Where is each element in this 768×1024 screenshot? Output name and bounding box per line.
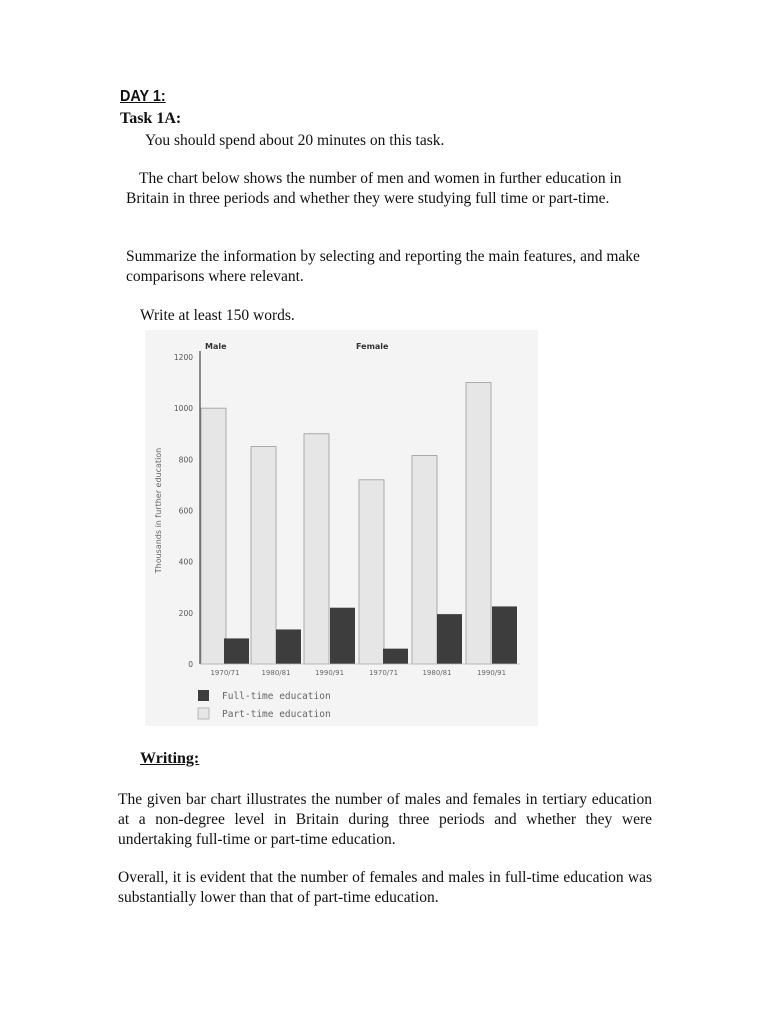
x-tick-label: 1980/81 (261, 669, 291, 677)
bar-part-time (359, 480, 384, 664)
group-label: Male (205, 342, 227, 351)
y-axis-title: Thousands in further education (154, 447, 163, 574)
bar-full-time (330, 608, 355, 664)
time-instruction: You should spend about 20 minutes on this task. (145, 132, 445, 149)
bar-part-time (466, 383, 491, 664)
bar-full-time (437, 614, 462, 664)
x-tick-label: 1990/91 (476, 669, 507, 677)
writing-heading: Writing: (140, 750, 200, 767)
legend-label: Part-time education (222, 709, 331, 720)
y-tick-label: 600 (178, 506, 193, 516)
x-tick-label: 1970/71 (368, 669, 399, 677)
x-tick-label: 1970/71 (210, 669, 240, 677)
bar-full-time (383, 649, 408, 664)
y-tick-label: 200 (178, 608, 193, 618)
x-tick-label: 1990/91 (314, 669, 345, 677)
bar-part-time (251, 447, 276, 664)
x-tick-label: 1980/81 (422, 669, 452, 677)
y-tick-label: 0 (188, 660, 193, 669)
group-label: Female (356, 342, 389, 351)
bar-chart-figure (145, 330, 538, 726)
bar-part-time (412, 455, 437, 664)
day-heading: DAY 1: (120, 88, 166, 105)
bar-part-time (201, 408, 226, 664)
task-label: Task 1A: (120, 110, 182, 127)
legend-swatch (198, 708, 209, 719)
bar-full-time (276, 629, 301, 664)
legend-label: Full-time education (222, 691, 331, 702)
y-tick-label: 400 (178, 557, 193, 567)
bar-full-time (224, 638, 249, 664)
summarize-instruction: Summarize the information by selecting and reporting the main features, and make comparisons where relevant. (126, 248, 640, 285)
bar-chart (145, 330, 538, 726)
chart-intro-paragraph: The chart below shows the number of men and women in further education in Britain in three periods and whether they were studying full time or part-time. (126, 170, 622, 207)
word-count-instruction: Write at least 150 words. (140, 307, 295, 324)
y-tick-label: 1200 (173, 353, 193, 362)
y-tick-label: 800 (178, 455, 193, 465)
bar-full-time (492, 606, 517, 664)
answer-paragraph-1: The given bar chart illustrates the number of males and females in tertiary education at a non-degree level in Britain during three periods and whether they were undertaking full-time or part-time education. (118, 791, 652, 848)
answer-paragraph-2: Overall, it is evident that the number of females and males in full-time education was substantially lower than that of part-time education. (118, 869, 652, 906)
legend-swatch (198, 690, 209, 701)
bar-part-time (304, 434, 329, 664)
y-tick-label: 1000 (173, 404, 193, 414)
